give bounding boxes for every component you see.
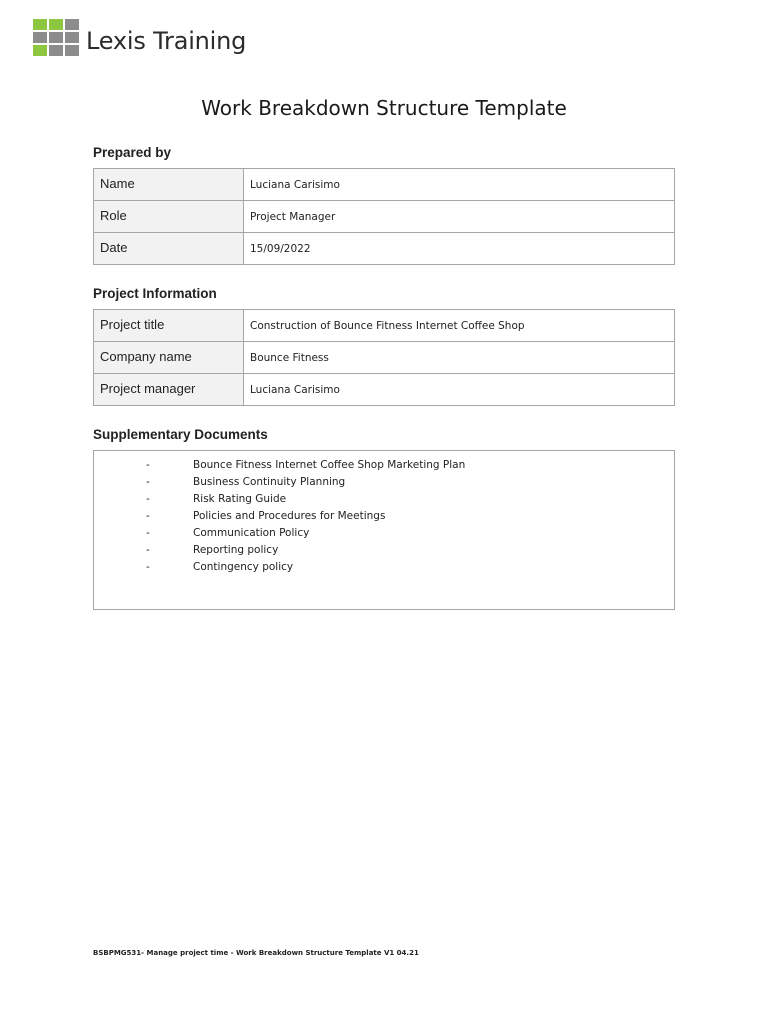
supplementary-documents-box bbox=[93, 450, 675, 610]
document-name: Communication Policy bbox=[193, 527, 310, 539]
project-information-table bbox=[93, 309, 675, 406]
bullet-dash: - bbox=[146, 459, 150, 471]
page-footer: BSBPMG531- Manage project time - Work Breakdown Structure Template V1 04.21 bbox=[93, 949, 419, 957]
logo-square bbox=[49, 19, 63, 30]
prepared-by-table bbox=[93, 168, 675, 265]
table-row bbox=[94, 310, 675, 342]
table-row bbox=[94, 169, 675, 201]
role-label: Role bbox=[94, 201, 244, 233]
document-name: Risk Rating Guide bbox=[193, 493, 287, 505]
bullet-dash: - bbox=[146, 476, 150, 488]
project-title-label: Project title bbox=[94, 310, 244, 342]
company-name-label: Company name bbox=[94, 342, 244, 374]
name-label: Name bbox=[94, 169, 244, 201]
table-row bbox=[94, 342, 675, 374]
logo-square bbox=[65, 32, 79, 43]
role-value: Project Manager bbox=[244, 201, 675, 233]
bullet-dash: - bbox=[146, 510, 150, 522]
document-name: Business Continuity Planning bbox=[193, 476, 346, 488]
document-name: Contingency policy bbox=[193, 561, 294, 573]
company-name-value: Bounce Fitness bbox=[244, 342, 675, 374]
document-name: Reporting policy bbox=[193, 544, 279, 556]
project-manager-label: Project manager bbox=[94, 374, 244, 406]
date-label: Date bbox=[94, 233, 244, 265]
bullet-dash: - bbox=[146, 527, 150, 539]
bullet-dash: - bbox=[146, 544, 150, 556]
logo-square bbox=[49, 45, 63, 56]
logo-text: Lexis Training bbox=[86, 26, 247, 55]
logo-square bbox=[33, 32, 47, 43]
document-name: Bounce Fitness Internet Coffee Shop Marketing Plan bbox=[193, 459, 466, 471]
logo-square bbox=[33, 45, 47, 56]
bullet-dash: - bbox=[146, 493, 150, 505]
table-row bbox=[94, 233, 675, 265]
project-manager-value: Luciana Carisimo bbox=[244, 374, 675, 406]
logo-grid-icon bbox=[33, 19, 79, 56]
project-information-heading: Project Information bbox=[93, 286, 217, 301]
lexis-training-logo bbox=[33, 19, 246, 56]
supplementary-documents-heading: Supplementary Documents bbox=[93, 427, 268, 442]
table-row bbox=[94, 201, 675, 233]
date-value: 15/09/2022 bbox=[244, 233, 675, 265]
table-row bbox=[94, 374, 675, 406]
logo-square bbox=[49, 32, 63, 43]
project-title-value: Construction of Bounce Fitness Internet Coffee Shop bbox=[244, 310, 675, 342]
logo-square bbox=[65, 19, 79, 30]
prepared-by-heading: Prepared by bbox=[93, 145, 172, 160]
document-name: Policies and Procedures for Meetings bbox=[193, 510, 386, 522]
logo-square bbox=[33, 19, 47, 30]
document-title: Work Breakdown Structure Template bbox=[201, 96, 567, 120]
logo-square bbox=[65, 45, 79, 56]
name-value: Luciana Carisimo bbox=[244, 169, 675, 201]
bullet-dash: - bbox=[146, 561, 150, 573]
